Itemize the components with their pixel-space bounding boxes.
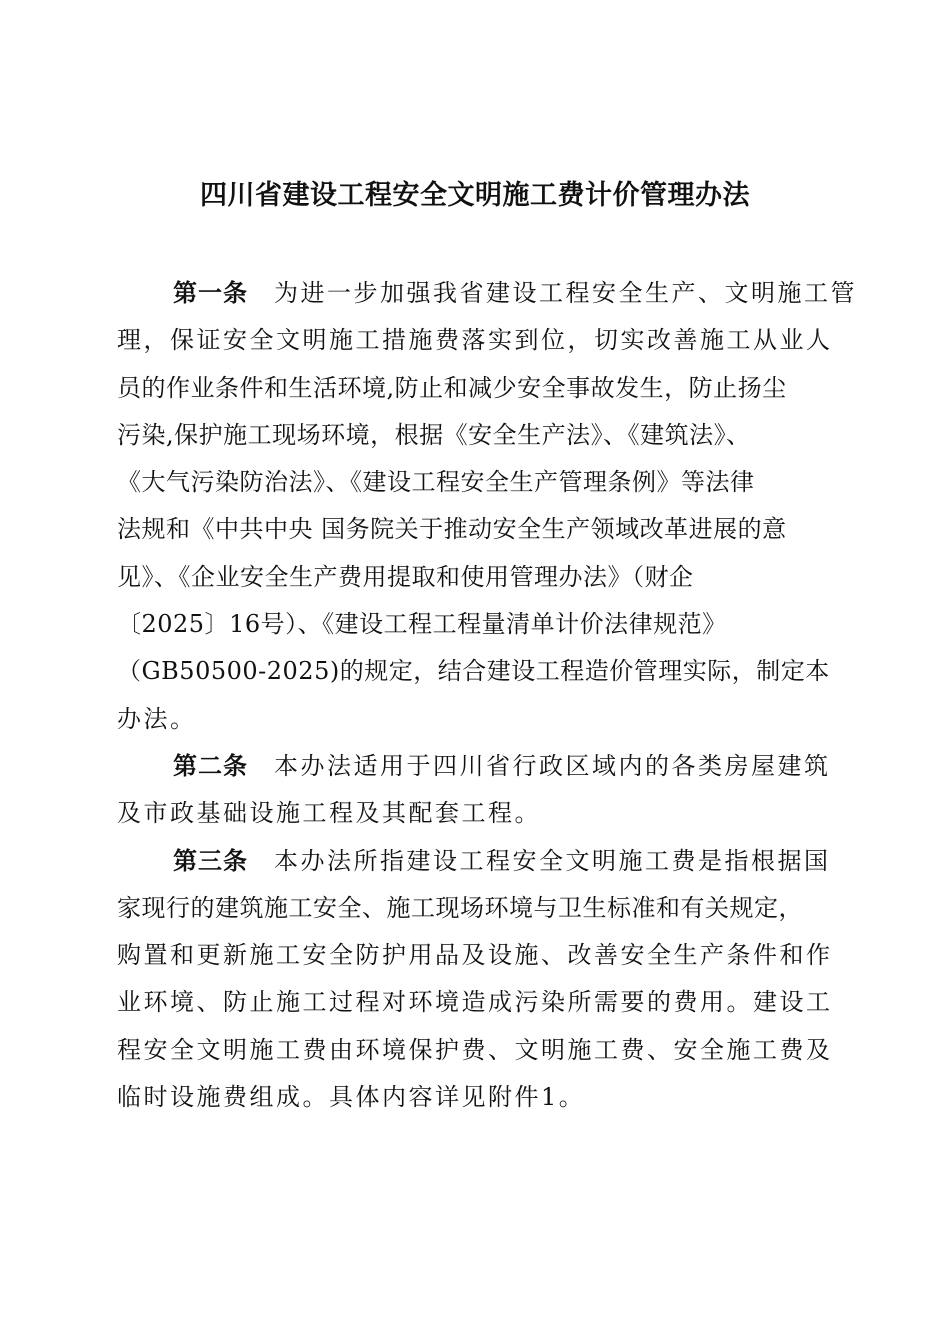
article-line xyxy=(117,270,857,317)
article-1 xyxy=(117,270,857,743)
article-line: 法规和《中共中央 国务院关于推动安全生产领域改革进展的意 xyxy=(117,515,787,544)
article-3 xyxy=(117,838,833,1122)
article-line xyxy=(117,838,829,885)
article-line: 〔2025〕16号）、《建设工程工程量清单计价法律规范》 xyxy=(117,610,727,639)
article-2 xyxy=(117,743,829,838)
article-text: 为进一步加强我省建设工程安全生产、文明施工管 xyxy=(274,279,857,307)
article-line: （GB50500-2025)的规定，结合建设工程造价管理实际，制定本 xyxy=(117,657,830,686)
document-title: 四川省建设工程安全文明施工费计价管理办法 xyxy=(200,180,750,211)
article-2-label: 第二条 xyxy=(173,751,248,780)
article-3-label: 第三条 xyxy=(173,846,248,875)
document-body xyxy=(117,270,857,1121)
article-line xyxy=(117,743,829,790)
article-line: 及市政基础设施工程及其配套工程。 xyxy=(117,799,541,828)
article-line: 家现行的建筑施工安全、施工现场环境与卫生标准和有关规定， xyxy=(117,893,803,922)
article-line: 办法。 xyxy=(117,704,197,733)
article-text: 本办法所指建设工程安全文明施工费是指根据国 xyxy=(274,846,831,875)
article-line: 《大气污染防治法》、《建设工程安全生产管理条例》等法律 xyxy=(117,468,755,497)
article-line: 见》、《企业安全生产费用提取和使用管理办法》（财企 xyxy=(117,562,694,591)
article-line: 程安全文明施工费由环境保护费、文明施工费、安全施工费及 xyxy=(117,1035,833,1064)
article-line: 员的作业条件和生活环境,防止和减少安全事故发生，防止扬尘 xyxy=(117,373,787,402)
article-line: 污染,保护施工现场环境，根据《安全生产法》、《建筑法》、 xyxy=(117,420,751,449)
article-1-label: 第一条 xyxy=(173,279,248,307)
article-line: 业环境、防止施工过程对环境造成污染所需要的费用。建设工 xyxy=(117,988,833,1017)
article-line: 购置和更新施工安全防护用品及设施、改善安全生产条件和作 xyxy=(117,941,833,970)
article-line: 临时设施费组成。具体内容详见附件1。 xyxy=(117,1083,586,1112)
article-text: 本办法适用于四川省行政区域内的各类房屋建筑 xyxy=(274,751,831,780)
article-line: 理，保证安全文明施工措施费落实到位，切实改善施工从业人 xyxy=(117,326,833,355)
